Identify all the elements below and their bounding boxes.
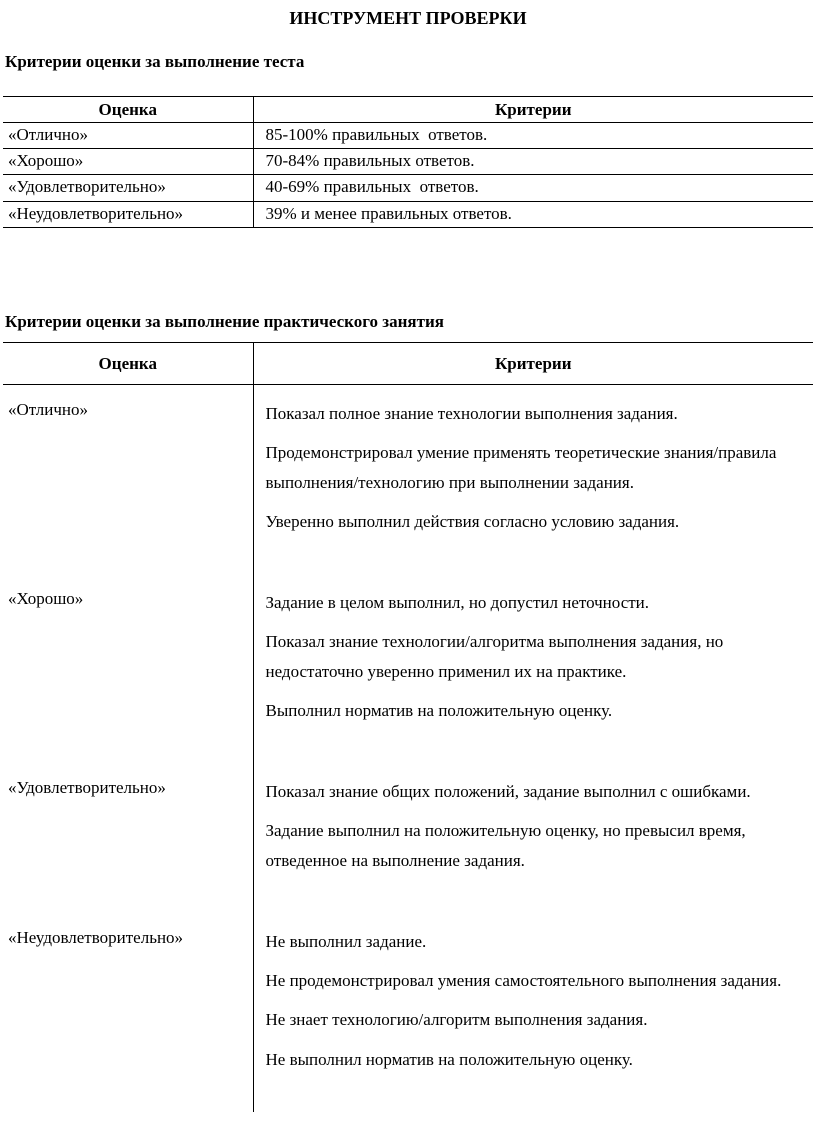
criteria-cell: 39% и менее правильных ответов. (253, 201, 813, 227)
criteria-cell (253, 913, 813, 1112)
criteria-paragraph: Показал знание общих положений, задание выполнил с ошибками. (265, 782, 751, 802)
table-row (3, 201, 813, 227)
table-row (3, 574, 813, 763)
criteria-cell: 40-69% правильных ответов. (253, 175, 813, 201)
grade-cell: «Хорошо» (3, 149, 253, 175)
table-row (3, 175, 813, 201)
grade-cell: «Неудовлетворительно» (3, 201, 253, 227)
criteria-paragraph: Уверенно выполнил действия согласно условию задания. (265, 511, 680, 531)
criteria-paragraph: Не продемонстрировал умения самостоятельного выполнения задания. (265, 971, 782, 991)
criteria-paragraph: Задание выполнил на положительную оценку, но превысил время, отведенное на выполнение задания. (265, 821, 746, 870)
section-test (3, 52, 813, 228)
practical-table-header-row (3, 343, 813, 385)
page-title: ИНСТРУМЕНТ ПРОВЕРКИ (289, 8, 527, 28)
header-cell-grade: Оценка (3, 343, 253, 385)
criteria-cell (253, 574, 813, 763)
criteria-cell: 85-100% правильных ответов. (253, 123, 813, 149)
criteria-paragraph: Задание в целом выполнил, но допустил неточности. (265, 593, 650, 613)
table-row (3, 385, 813, 574)
test-criteria-table (3, 96, 813, 228)
section-practical (3, 312, 813, 1112)
section-heading-practical: Критерии оценки за выполнение практического занятия (5, 311, 444, 331)
grade-cell: «Неудовлетворительно» (3, 913, 253, 1112)
criteria-paragraph: Показал полное знание технологии выполнения задания. (265, 404, 678, 424)
table-row (3, 913, 813, 1112)
test-table-header-row (3, 96, 813, 122)
grade-cell: «Отлично» (3, 123, 253, 149)
criteria-cell (253, 763, 813, 913)
section-heading-test: Критерии оценки за выполнение теста (5, 51, 305, 71)
table-row (3, 123, 813, 149)
table-row (3, 763, 813, 913)
header-cell-criteria: Критерии (253, 343, 813, 385)
criteria-paragraph: Выполнил норматив на положительную оценку. (265, 700, 613, 720)
grade-cell: «Удовлетворительно» (3, 763, 253, 913)
table-row (3, 149, 813, 175)
header-cell-grade: Оценка (3, 96, 253, 122)
criteria-cell (253, 385, 813, 574)
grade-cell: «Хорошо» (3, 574, 253, 763)
grade-cell: «Отлично» (3, 385, 253, 574)
header-cell-criteria: Критерии (253, 96, 813, 122)
criteria-paragraph: Не выполнил норматив на положительную оценку. (265, 1049, 633, 1069)
criteria-cell: 70-84% правильных ответов. (253, 149, 813, 175)
practical-criteria-table (3, 342, 813, 1112)
criteria-paragraph: Не знает технологию/алгоритм выполнения задания. (265, 1010, 648, 1030)
grade-cell: «Удовлетворительно» (3, 175, 253, 201)
criteria-paragraph: Показал знание технологии/алгоритма выполнения задания, но недостаточно уверенно применил их на практике. (265, 632, 724, 681)
criteria-paragraph: Продемонстрировал умение применять теоретические знания/правила выполнения/технологию при выполнении задания. (265, 443, 777, 492)
criteria-paragraph: Не выполнил задание. (265, 931, 427, 951)
